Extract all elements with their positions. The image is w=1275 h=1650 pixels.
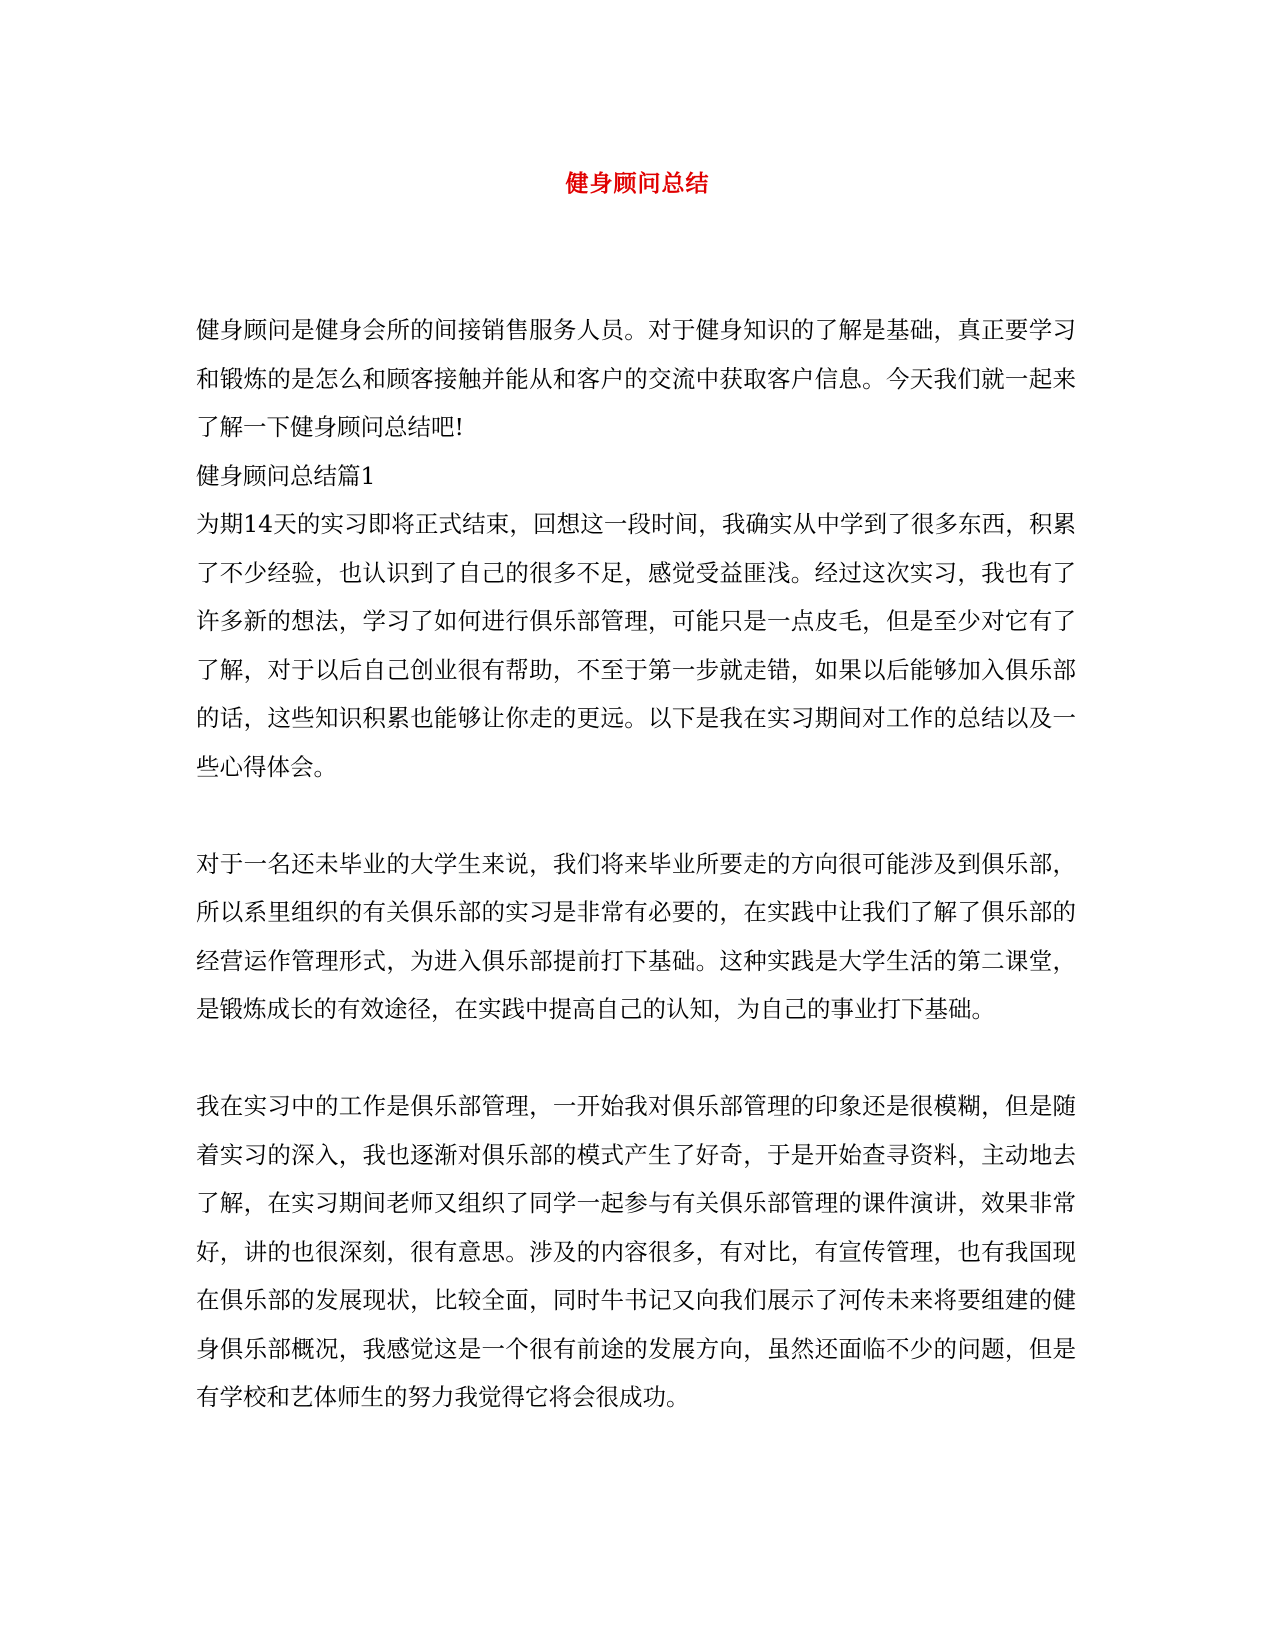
- document-body: [196, 306, 1076, 1422]
- intro-paragraph: 健身顾问是健身会所的间接销售服务人员。对于健身知识的了解是基础，真正要学习和锻炼的是怎么和顾客接触并能从和客户的交流中获取客户信息。今天我们就一起来了解一下健身顾问总结吧!: [196, 316, 1076, 441]
- body-paragraph-1: 为期14天的实习即将正式结束，回想这一段时间，我确实从中学到了很多东西，积累了不少经验，也认识到了自己的很多不足，感觉受益匪浅。经过这次实习，我也有了许多新的想法，学习了如何进行俱乐部管理，可能只是一点皮毛，但是至少对它有了了解，对于以后自己创业很有帮助，不至于第一步就走错，如果以后能够加入俱乐部的话，这些知识积累也能够让你走的更远。以下是我在实习期间对工作的总结以及一些心得体会。: [196, 510, 1076, 781]
- section-heading: 健身顾问总结篇1: [196, 461, 376, 490]
- body-paragraph-3: 我在实习中的工作是俱乐部管理，一开始我对俱乐部管理的印象还是很模糊，但是随着实习的深入，我也逐渐对俱乐部的模式产生了好奇，于是开始查寻资料，主动地去了解，在实习期间老师又组织了同学一起参与有关俱乐部管理的课件演讲，效果非常好，讲的也很深刻，很有意思。涉及的内容很多，有对比，有宣传管理，也有我国现在俱乐部的发展现状，比较全面，同时牛书记又向我们展示了河传未来将要组建的健身俱乐部概况，我感觉这是一个很有前途的发展方向，虽然还面临不少的问题，但是有学校和艺体师生的努力我觉得它将会很成功。: [196, 1092, 1076, 1411]
- document-title: 健身顾问总结: [565, 170, 710, 197]
- body-paragraph-2: 对于一名还未毕业的大学生来说，我们将来毕业所要走的方向很可能涉及到俱乐部，所以系里组织的有关俱乐部的实习是非常有必要的，在实践中让我们了解了俱乐部的经营运作管理形式，为进入俱乐部提前打下基础。这种实践是大学生活的第二课堂，是锻炼成长的有效途径，在实践中提高自己的认知，为自己的事业打下基础。: [196, 849, 1076, 1023]
